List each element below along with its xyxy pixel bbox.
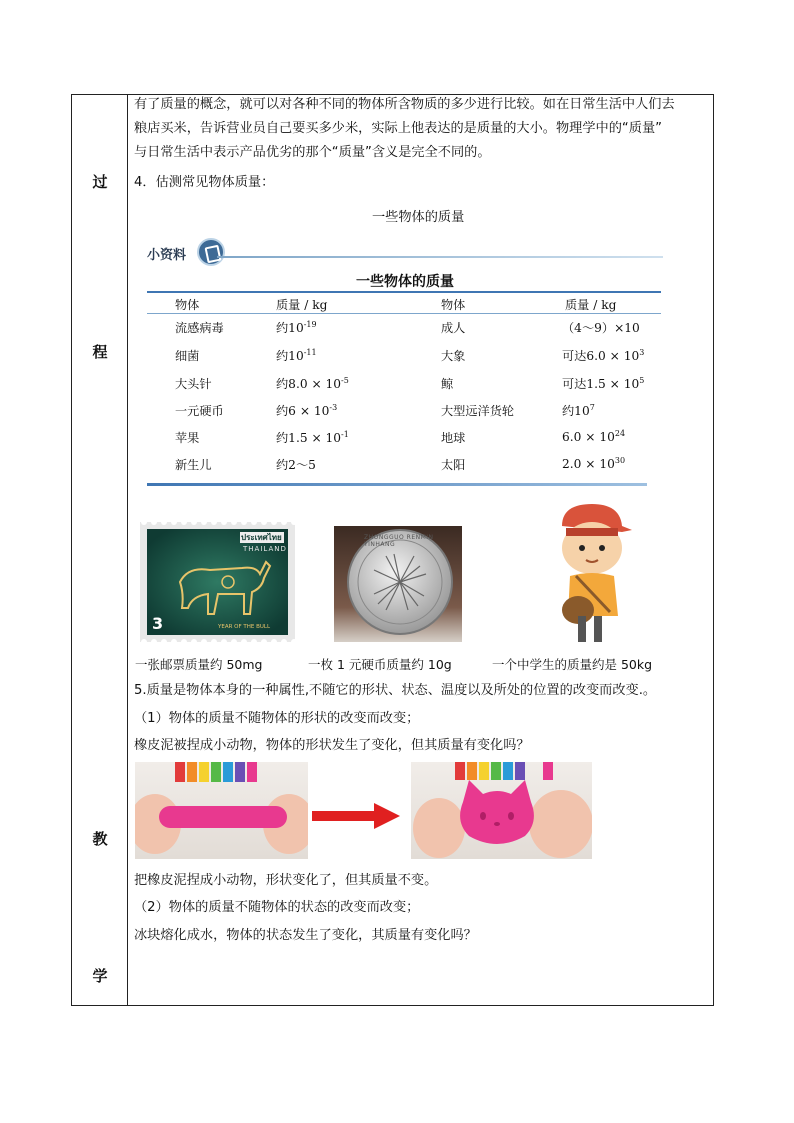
- arrow-right-icon: [312, 803, 400, 829]
- clay-roll-image: [135, 762, 308, 859]
- object-name: 大型远洋货轮: [441, 404, 515, 418]
- object-name: 大象: [441, 349, 466, 363]
- item-5: 5.质量是物体本身的一种属性,不随它的形状、状态、温度以及所处的位置的改变而改变.。: [134, 683, 657, 698]
- stamp-image: [140, 522, 295, 642]
- object-name: 一元硬币: [175, 404, 224, 418]
- object-name: 太阳: [441, 458, 466, 472]
- mass-value: 约$1.5 \times 10^{-1}$: [276, 429, 349, 445]
- coin-image: [334, 526, 462, 642]
- table-header: 质量 / kg: [276, 298, 328, 312]
- student-image: [548, 500, 648, 646]
- intro-line-3: 与日常生活中表示产品优劣的那个“质量”含义是完全不同的。: [134, 145, 491, 160]
- intro-line-1: 有了质量的概念，就可以对各种不同的物体所含物质的多少进行比较。如在日常生活中人们去: [134, 97, 675, 112]
- student-caption: 一个中学生的质量约是 50kg: [492, 657, 653, 672]
- stamp-country: THAILAND: [243, 545, 287, 553]
- sub-point-1: （1）物体的质量不随物体的形状的改变而改变；: [134, 711, 420, 726]
- side-label-cheng: 程: [92, 343, 108, 361]
- mass-value: 约2～5: [276, 458, 316, 472]
- object-name: 大头针: [175, 377, 212, 391]
- object-name: 成人: [441, 321, 466, 335]
- object-name: 地球: [441, 431, 466, 445]
- mass-value: （4～9）×10: [562, 321, 640, 335]
- side-label-guo: 过: [92, 173, 108, 191]
- table-bottom-rule: [147, 483, 647, 486]
- mass-value: 约$10^{-19}$: [276, 319, 317, 335]
- stamp-value: 3: [152, 614, 164, 633]
- resource-header: [145, 236, 665, 272]
- section-title: 一些物体的质量: [372, 210, 465, 225]
- mass-value: 约$10^7$: [562, 402, 595, 418]
- answer-1: 把橡皮泥捏成小动物，形状变化了，但其质量不变。: [134, 873, 438, 888]
- stamp-bottom-text: YEAR OF THE BULL: [218, 624, 271, 630]
- book-icon: [197, 238, 225, 266]
- sub-point-2: （2）物体的质量不随物体的状态的改变而改变；: [134, 900, 420, 915]
- mass-value: 约$6 \times 10^{-3}$: [276, 402, 338, 418]
- item-4: 4．估测常见物体质量：: [134, 175, 275, 190]
- table-top-rule: [147, 291, 661, 293]
- mass-value: 约$10^{-11}$: [276, 347, 317, 363]
- question-2: 冰块熔化成水，物体的状态发生了变化，其质量有变化吗？: [134, 928, 477, 943]
- side-column: [72, 95, 128, 1005]
- mass-value: $2.0 \times 10^{30}$: [562, 456, 626, 472]
- object-name: 流感病毒: [175, 321, 224, 335]
- stamp-thai-text: ประเทศไทย: [241, 533, 282, 542]
- object-name: 细菌: [175, 349, 200, 363]
- mass-value: 可达$1.5 \times 10^5$: [562, 375, 645, 391]
- mass-value: $6.0 \times 10^{24}$: [562, 429, 626, 445]
- clay-kitty-image: [411, 762, 592, 859]
- object-name: 鲸: [441, 377, 454, 391]
- coin-text: ZHONGGUO RENMIN YINHANG: [364, 534, 434, 548]
- resource-divider: [217, 256, 663, 258]
- mass-value: 可达$6.0 \times 10^3$: [562, 347, 645, 363]
- table-title: 一些物体的质量: [356, 274, 454, 290]
- table-header: 物体: [441, 298, 466, 312]
- object-name: 苹果: [175, 431, 200, 445]
- question-1: 橡皮泥被捏成小动物，物体的形状发生了变化，但其质量有变化吗？: [134, 738, 530, 753]
- table-header: 物体: [175, 298, 200, 312]
- object-name: 新生儿: [175, 458, 212, 472]
- table-header-rule: [147, 313, 661, 314]
- resource-label: 小资料: [147, 248, 187, 263]
- stamp-caption: 一张邮票质量约 50mg: [135, 657, 263, 672]
- side-label-xue: 学: [92, 967, 108, 985]
- table-header: 质量 / kg: [565, 298, 617, 312]
- coin-caption: 一枚 1 元硬币质量约 10g: [308, 657, 452, 672]
- intro-line-2: 粮店买米，告诉营业员自己要买多少米，实际上他表达的是质量的大小。物理学中的“质量”: [134, 121, 662, 136]
- mass-value: 约$8.0 \times 10^{-5}$: [276, 375, 349, 391]
- side-label-jiao: 教: [92, 830, 108, 848]
